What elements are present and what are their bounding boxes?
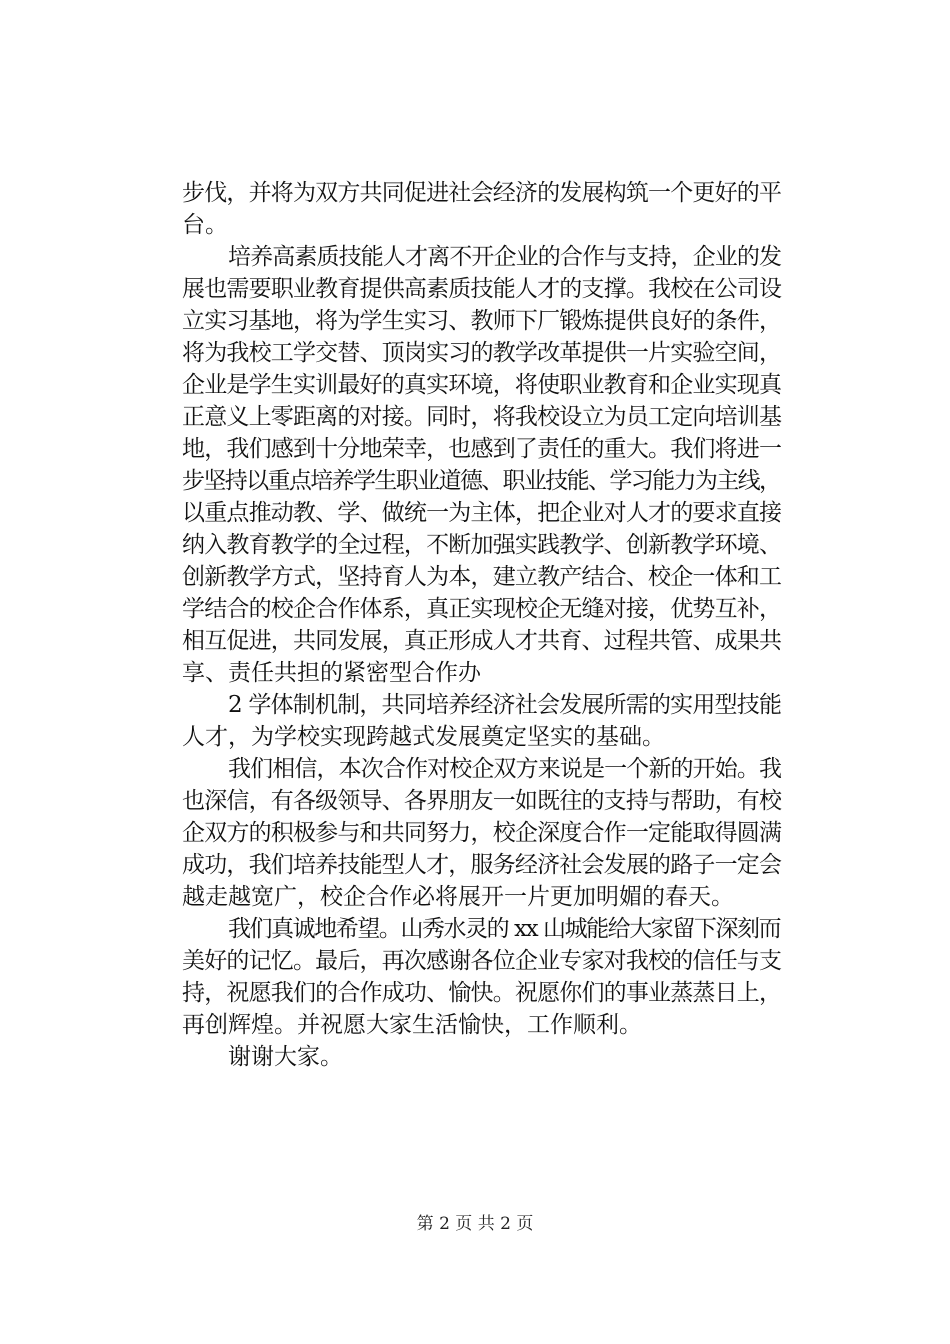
text-line: 享、责任共担的紧密型合作办 xyxy=(182,660,481,686)
text-line: 步伐，并将为双方共同促进社会经济的发展构筑一个更好的平 xyxy=(182,180,782,206)
text-line: 学结合的校企合作体系，真正实现校企无缝对接，优势互补， xyxy=(182,596,782,622)
text-line: 企双方的积极参与和共同努力，校企深度合作一定能取得圆满 xyxy=(182,820,782,846)
text-line: 我们真诚地希望。山秀水灵的 xx 山城能给大家留下深刻而 xyxy=(228,916,781,942)
text-line: 也深信，有各级领导、各界朋友一如既往的支持与帮助，有校 xyxy=(182,788,782,814)
text-line: 再创辉煌。并祝愿大家生活愉快，工作顺利。 xyxy=(182,1012,642,1038)
text-line: 步坚持以重点培养学生职业道德、职业技能、学习能力为主线， xyxy=(182,468,781,494)
text-line: 台。 xyxy=(182,212,228,238)
text-line: 将为我校工学交替、顶岗实习的教学改革提供一片实验空间， xyxy=(182,340,782,366)
text-line: 纳入教育教学的全过程，不断加强实践教学、创新教学环境、 xyxy=(182,532,782,558)
text-line: 相互促进，共同发展，真正形成人才共育、过程共管、成果共 xyxy=(182,628,782,654)
page-footer: 第 2 页 共 2 页 xyxy=(416,1214,534,1234)
document-body xyxy=(182,177,782,1073)
text-line: 立实习基地，将为学生实习、教师下厂锻炼提供良好的条件， xyxy=(182,308,782,334)
text-line: 持，祝愿我们的合作成功、愉快。祝愿你们的事业蒸蒸日上， xyxy=(182,980,782,1006)
text-line: 谢谢大家。 xyxy=(228,1044,343,1070)
text-line: 美好的记忆。最后，再次感谢各位企业专家对我校的信任与支 xyxy=(182,948,782,974)
text-line: 我们相信，本次合作对校企双方来说是一个新的开始。我 xyxy=(228,756,782,782)
text-line: 越走越宽广，校企合作必将展开一片更加明媚的春天。 xyxy=(182,884,734,910)
text-line: 成功，我们培养技能型人才，服务经济社会发展的路子一定会 xyxy=(182,852,782,878)
text-line: 2 学体制机制，共同培养经济社会发展所需的实用型技能 xyxy=(228,692,782,718)
text-line: 以重点推动教、学、做统一为主体，把企业对人才的要求直接 xyxy=(182,500,782,526)
text-line: 正意义上零距离的对接。同时，将我校设立为员工定向培训基 xyxy=(182,404,782,430)
text-line: 创新教学方式，坚持育人为本，建立教产结合、校企一体和工 xyxy=(182,564,782,590)
text-line: 地，我们感到十分地荣幸，也感到了责任的重大。我们将进一 xyxy=(182,436,782,462)
text-line: 人才，为学校实现跨越式发展奠定坚实的基础。 xyxy=(182,724,665,750)
text-line: 培养高素质技能人才离不开企业的合作与支持，企业的发 xyxy=(228,244,782,270)
text-line: 展也需要职业教育提供高素质技能人才的支撑。我校在公司设 xyxy=(182,276,782,302)
text-line: 企业是学生实训最好的真实环境，将使职业教育和企业实现真 xyxy=(182,372,782,398)
